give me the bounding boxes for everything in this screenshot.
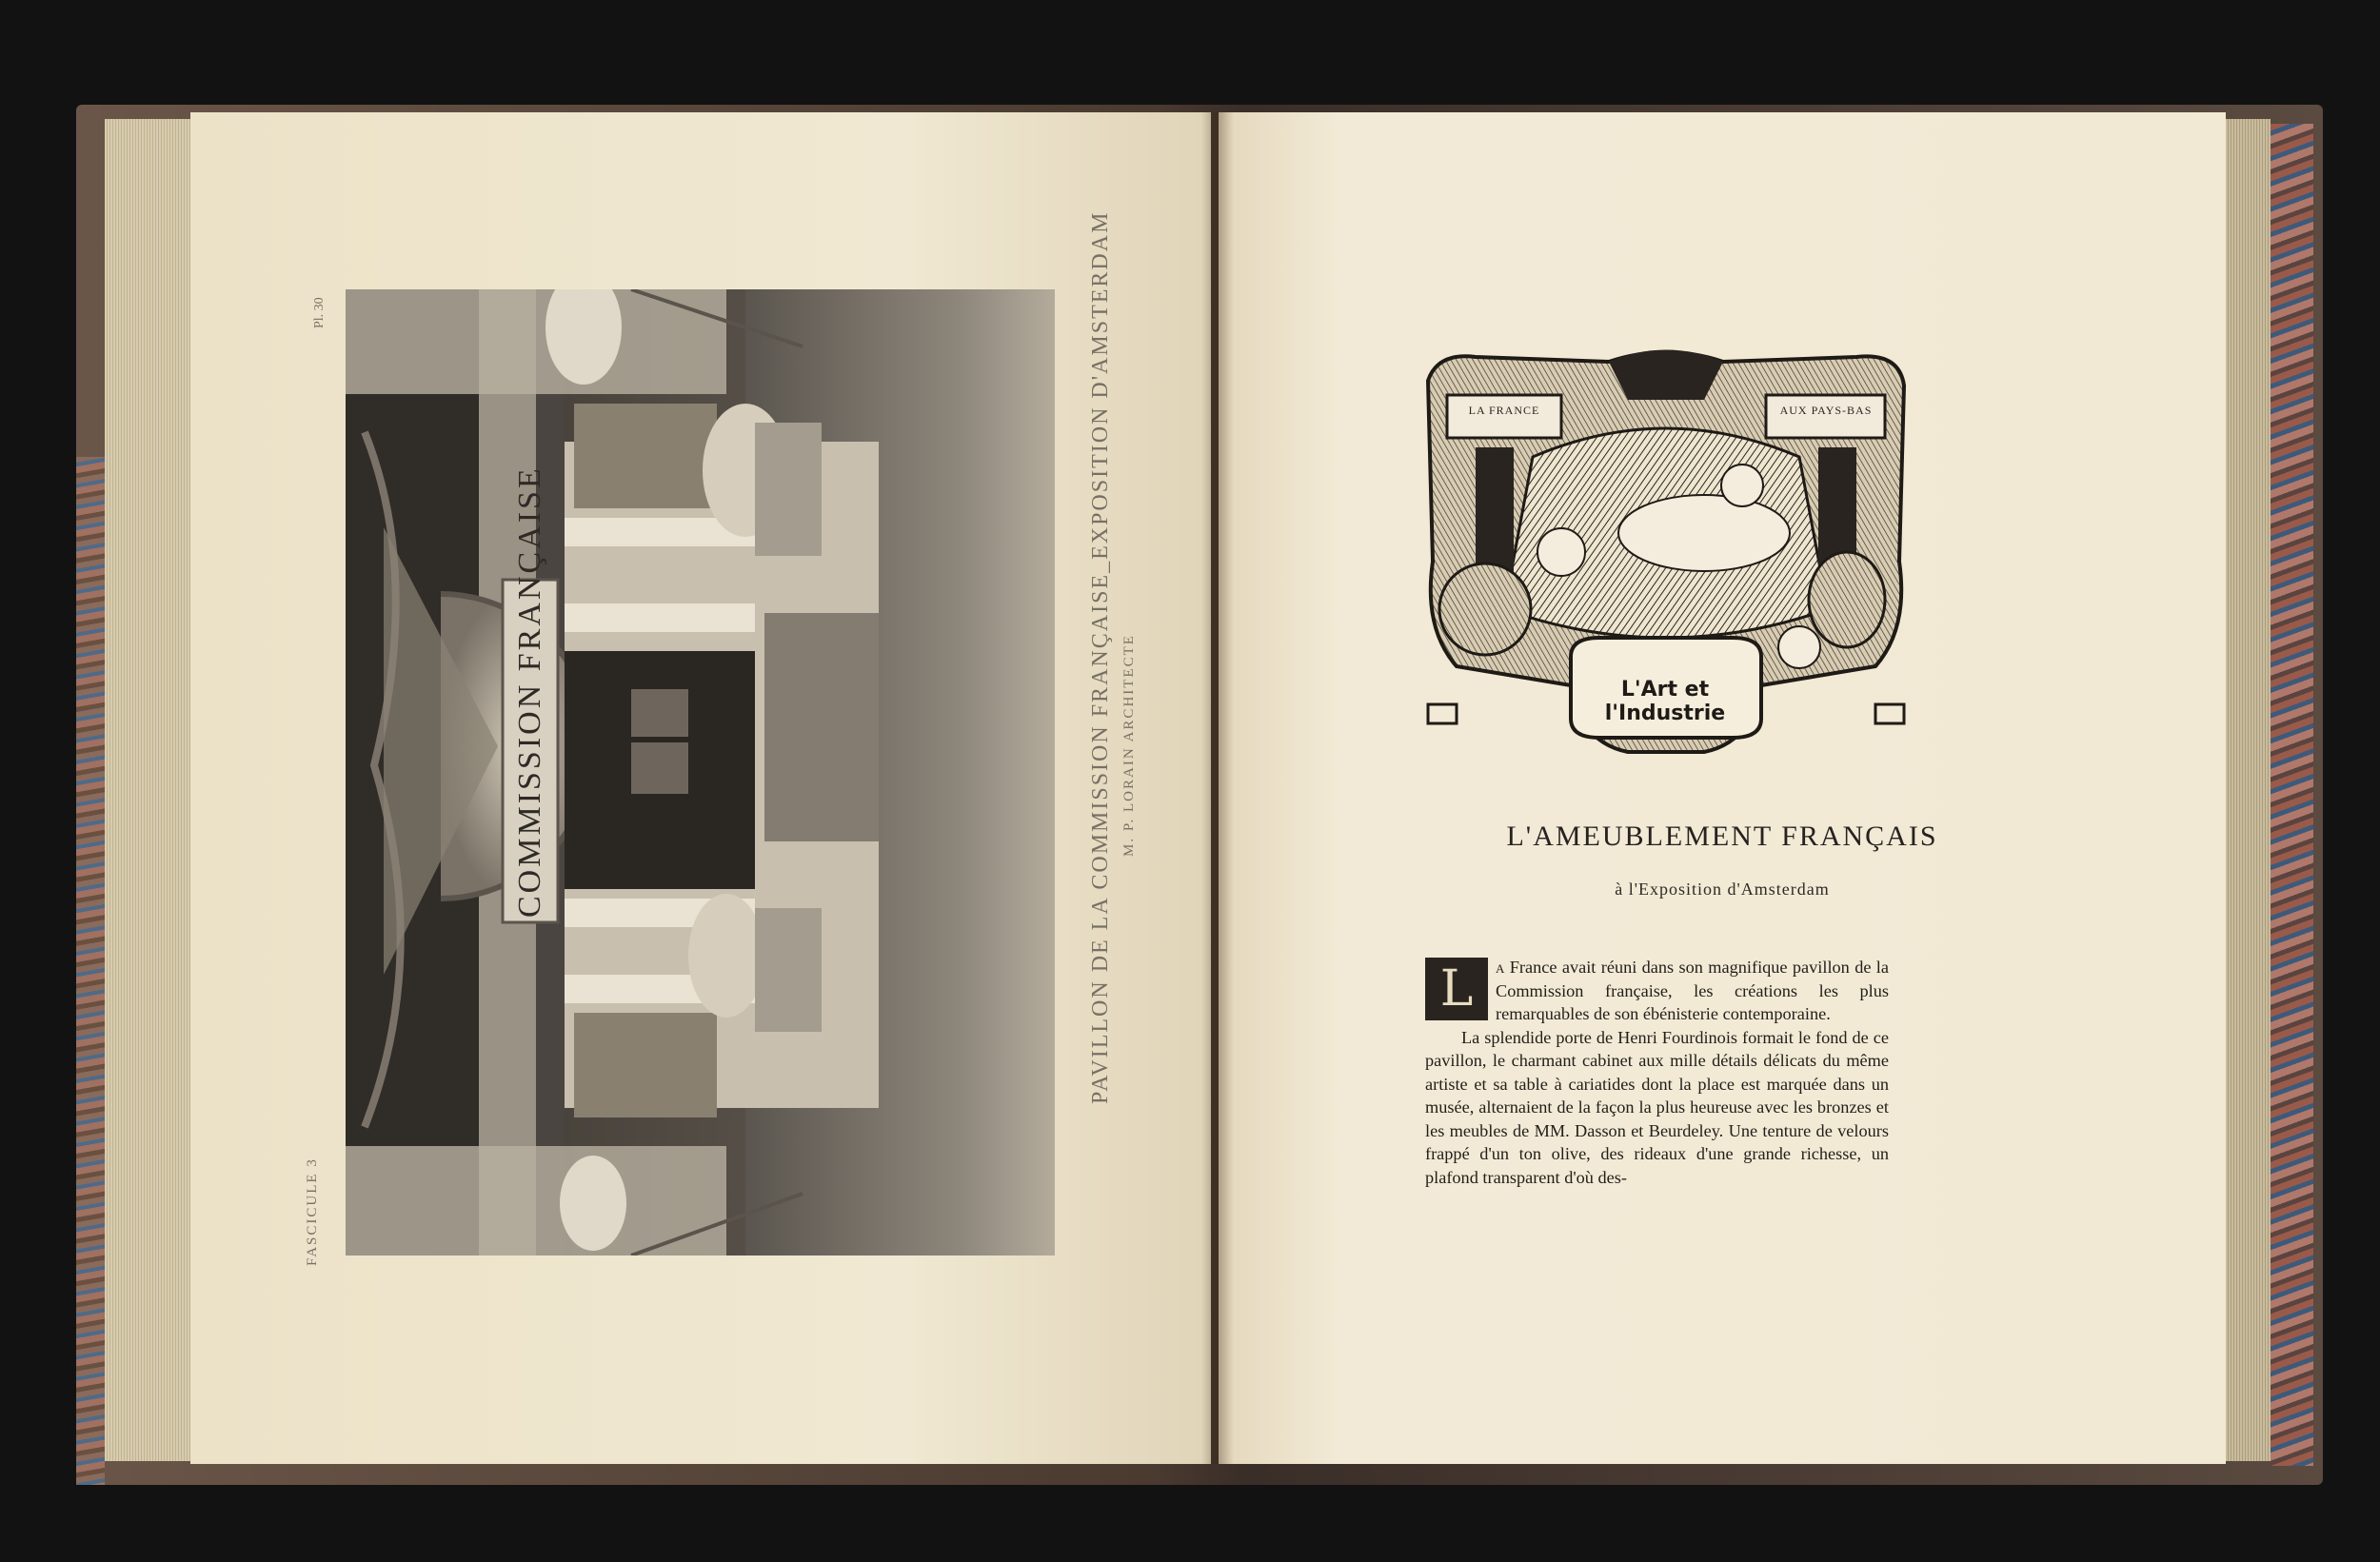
- article-body: [1425, 956, 1889, 1189]
- page-stack-left: [105, 119, 195, 1461]
- drop-cap: L: [1425, 958, 1488, 1020]
- right-page: [1219, 112, 2226, 1464]
- paragraph-1: L a France avait réuni dans son magnifique pavillon de la Commission française, les créations les plus remarquables de son ébénisterie contemporaine.: [1425, 956, 1889, 1026]
- marbled-edge-left: [76, 457, 105, 1485]
- commission-sign: COMMISSION FRANÇAISE: [512, 465, 547, 918]
- article-subtitle: à l'Exposition d'Amsterdam: [1615, 880, 1830, 899]
- plate-architect-credit: M. P. LORAIN ARCHITECTE: [1121, 634, 1137, 857]
- vignette-title: L'Art et l'Industrie: [1604, 678, 1726, 725]
- vignette-banner-left: LA FRANCE: [1468, 404, 1540, 417]
- vignette-banner-right: AUX PAYS-BAS: [1779, 404, 1873, 417]
- plate-caption: PAVILLON DE LA COMMISSION FRANÇAISE_EXPOSITION D'AMSTERDAM: [1088, 210, 1113, 1104]
- paragraph-2: La splendide porte de Henri Fourdinois formait le fond de ce pavillon, le charmant cabinet aux mille détails délicats du même artiste et sa table à cariatides dont la place est marquée dans un musée, alternaient de la façon la plus heureuse avec les bronzes et les meubles de MM. Dasson et Beurdeley. Une tenture de velours frappé d'un ton olive, des rideaux d'une grande richesse, un plafond transparent d'où des-: [1425, 1027, 1889, 1187]
- marbled-edge-right: [2271, 124, 2313, 1466]
- article-title: L'AMEUBLEMENT FRANÇAIS: [1506, 821, 1938, 852]
- pavilion-photograph-image: [346, 289, 1055, 1256]
- book-gutter: [1201, 112, 1234, 1464]
- page-stack-right: [2223, 119, 2271, 1461]
- fascicule-label: FASCICULE 3: [305, 1157, 320, 1266]
- pavilion-photograph: [346, 289, 1055, 1256]
- plate-number: Pl. 30: [312, 297, 327, 328]
